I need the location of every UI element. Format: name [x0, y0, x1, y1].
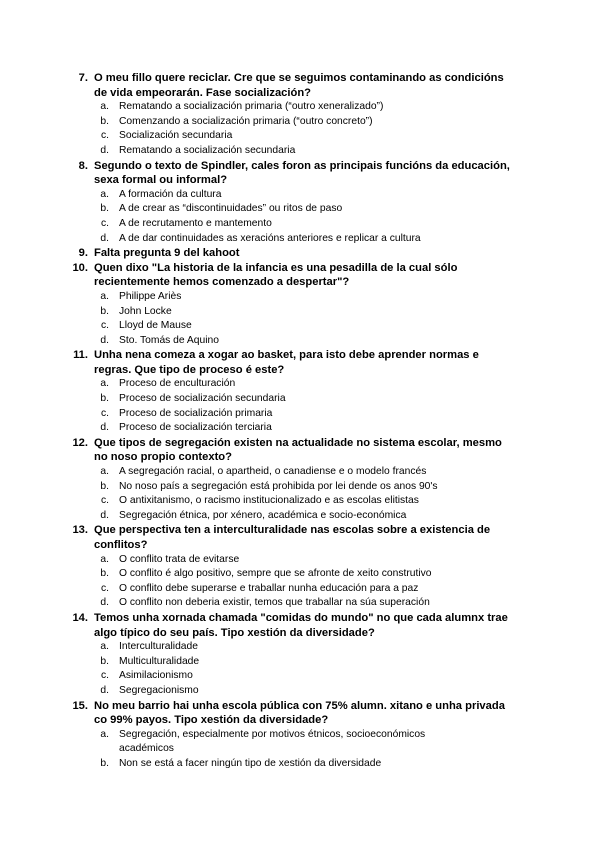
answer-letter: c.: [100, 407, 109, 419]
answer-option: [68, 640, 528, 655]
answer-letter: b.: [100, 655, 109, 667]
answer-option: [68, 392, 528, 407]
answer-letter: a.: [100, 378, 109, 390]
answer-option: [68, 465, 528, 480]
answer-option: [68, 757, 528, 772]
answer-text: Philippe Ariès: [119, 290, 182, 302]
question-text: Quen dixo "La historia de la infancia es una pesadilla de la cual sólo recientemente hemos comenzado a despertar"?: [94, 261, 458, 289]
answer-text: Rematando a socialización primaria (“outro xeneralizado”): [119, 101, 384, 113]
answer-text: A segregación racial, o apartheid, o canadiense e o modelo francés: [119, 466, 427, 478]
question-header: [68, 159, 528, 188]
question-item: [68, 159, 528, 247]
answer-text: O conflito trata de evitarse: [119, 553, 240, 565]
answer-letter: d.: [100, 509, 109, 521]
question-number: 14.: [72, 611, 88, 624]
question-item: [68, 436, 528, 524]
answer-text: Proceso de socialización secundaria: [119, 393, 286, 405]
answer-text: Interculturalidade: [119, 641, 198, 653]
question-list: [68, 71, 528, 772]
answer-option: [68, 480, 528, 495]
answer-letter: d.: [100, 334, 109, 346]
question-item: [68, 611, 528, 699]
answer-option: [68, 144, 528, 159]
answer-text: John Locke: [119, 305, 172, 317]
answer-text: O conflito non deberia existir, temos que traballar na súa superación: [119, 597, 430, 609]
answer-text: A formación da cultura: [119, 188, 222, 200]
answer-option: [68, 217, 528, 232]
answer-option: [68, 684, 528, 699]
answer-letter: c.: [100, 670, 109, 682]
answer-option: [68, 188, 528, 203]
answer-letter: b.: [100, 757, 109, 769]
answer-text: Sto. Tomás de Aquino: [119, 334, 219, 346]
question-number: 13.: [72, 524, 88, 537]
answer-text: No noso país a segregación está prohibida por lei dende os anos 90's: [119, 480, 438, 492]
question-item: [68, 246, 528, 261]
answer-text: A de recrutamento e mantemento: [119, 217, 272, 229]
answer-option: [68, 494, 528, 509]
answer-letter: d.: [100, 232, 109, 244]
answer-option: [68, 334, 528, 349]
answer-text: Proceso de socialización terciaria: [119, 422, 272, 434]
question-item: [68, 71, 528, 159]
answer-list: [68, 377, 528, 435]
question-header: [68, 71, 528, 100]
question-item: [68, 523, 528, 611]
answer-text: Non se está a facer ningún tipo de xestión da diversidade: [119, 757, 382, 769]
answer-list: [68, 553, 528, 611]
answer-letter: b.: [100, 115, 109, 127]
answer-option: [68, 232, 528, 247]
question-header: [68, 246, 528, 261]
answer-option: [68, 728, 528, 757]
answer-letter: c.: [100, 582, 109, 594]
question-text: Segundo o texto de Spindler, cales foron as principais funcións da educación, sexa formal ou informal?: [94, 159, 510, 187]
answer-letter: c.: [100, 130, 109, 142]
answer-letter: b.: [100, 480, 109, 492]
question-item: [68, 699, 528, 772]
question-item: [68, 348, 528, 436]
answer-letter: d.: [100, 144, 109, 156]
answer-list: [68, 188, 528, 246]
question-text: Temos unha xornada chamada "comidas do mundo" no que cada alumnx trae algo típico do seu país. Tipo xestión da diversidade?: [94, 611, 508, 639]
answer-letter: d.: [100, 684, 109, 696]
question-number: 12.: [72, 436, 88, 449]
answer-letter: d.: [100, 422, 109, 434]
question-text: No meu barrio hai unha escola pública con 75% alumn. xitano e unha privada co 99% payos. Tipo xestión da diversidade?: [94, 699, 505, 727]
answer-option: [68, 509, 528, 524]
answer-letter: b.: [100, 568, 109, 580]
answer-letter: a.: [100, 290, 109, 302]
answer-text: A de crear as “discontinuidades” ou ritos de paso: [119, 203, 343, 215]
answer-option: [68, 319, 528, 334]
answer-letter: a.: [100, 728, 109, 740]
question-text: Que tipos de segregación existen na actualidade no sistema escolar, mesmo no noso propio contexto?: [94, 436, 502, 464]
answer-text: Segregacionismo: [119, 684, 199, 696]
answer-option: [68, 421, 528, 436]
answer-option: [68, 669, 528, 684]
answer-text: Proceso de socialización primaria: [119, 407, 273, 419]
question-header: [68, 523, 528, 552]
answer-text: Comenzando a socialización primaria (“outro concreto”): [119, 115, 373, 127]
answer-text: Rematando a socialización secundaria: [119, 144, 296, 156]
question-text: Unha nena comeza a xogar ao basket, para isto debe aprender normas e regras. Que tipo de proceso é este?: [94, 349, 479, 376]
question-header: [68, 611, 528, 640]
answer-option: [68, 655, 528, 670]
answer-letter: b.: [100, 203, 109, 215]
question-header: [68, 348, 528, 377]
question-number: 7.: [78, 72, 88, 84]
answer-letter: c.: [100, 495, 109, 507]
answer-text: Segregación, especialmente por motivos étnicos, socioeconómicos académicos: [119, 728, 426, 755]
answer-list: [68, 728, 528, 772]
answer-text: O conflito é algo positivo, sempre que se afronte de xeito construtivo: [119, 568, 432, 580]
answer-option: [68, 129, 528, 144]
question-header: [68, 436, 528, 465]
question-number: 15.: [72, 699, 88, 712]
answer-list: [68, 290, 528, 348]
answer-text: O conflito debe superarse e traballar nunha educación para a paz: [119, 582, 419, 594]
answer-option: [68, 567, 528, 582]
answer-letter: a.: [100, 101, 109, 113]
question-text: Que perspectiva ten a interculturalidade nas escolas sobre a existencia de conflitos?: [94, 524, 491, 551]
answer-list: [68, 100, 528, 158]
answer-option: [68, 202, 528, 217]
answer-text: Lloyd de Mause: [119, 320, 192, 332]
question-header: [68, 261, 528, 290]
question-text: O meu fillo quere reciclar. Cre que se seguimos contaminando as condicións de vida empeorarán. Fase socialización?: [94, 72, 504, 99]
answer-option: [68, 582, 528, 597]
answer-letter: a.: [100, 553, 109, 565]
answer-option: [68, 305, 528, 320]
answer-letter: a.: [100, 641, 109, 653]
answer-text: Proceso de enculturación: [119, 378, 236, 390]
answer-letter: b.: [100, 305, 109, 317]
answer-option: [68, 553, 528, 568]
question-number: 11.: [73, 349, 88, 362]
answer-text: Socialización secundaria: [119, 130, 233, 142]
question-number: 8.: [78, 159, 88, 172]
answer-letter: a.: [100, 466, 109, 478]
answer-option: [68, 596, 528, 611]
answer-text: Multiculturalidade: [119, 655, 200, 667]
answer-text: Segregación étnica, por xénero, académica e socio-económica: [119, 509, 407, 521]
answer-text: Asimilacionismo: [119, 670, 193, 682]
question-header: [68, 699, 528, 728]
answer-letter: c.: [100, 320, 109, 332]
answer-option: [68, 115, 528, 130]
answer-option: [68, 100, 528, 115]
answer-letter: d.: [100, 597, 109, 609]
answer-text: O antixitanismo, o racismo institucionalizado e as escolas elitistas: [119, 495, 419, 507]
answer-option: [68, 407, 528, 422]
answer-option: [68, 377, 528, 392]
question-number: 10.: [72, 261, 88, 274]
question-number: 9.: [78, 247, 88, 260]
question-item: [68, 261, 528, 349]
answer-letter: b.: [100, 393, 109, 405]
answer-letter: a.: [100, 188, 109, 200]
answer-letter: c.: [100, 217, 109, 229]
answer-list: [68, 640, 528, 698]
answer-text: A de dar continuidades as xeracións anteriores e replicar a cultura: [119, 232, 421, 244]
answer-list: [68, 465, 528, 523]
question-text: Falta pregunta 9 del kahoot: [94, 247, 240, 260]
answer-option: [68, 290, 528, 305]
